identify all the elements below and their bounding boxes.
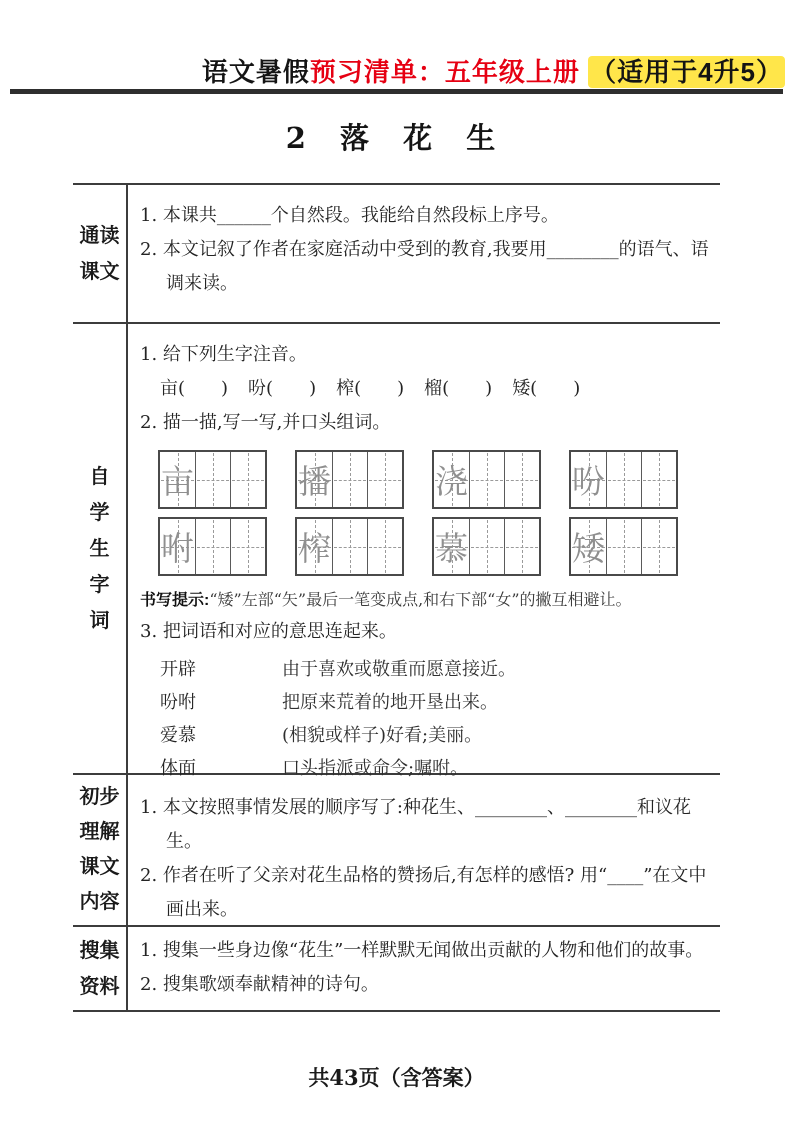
practice-box-row: [158, 450, 714, 509]
writing-tip-text: “矮”左部“矢”最后一笔变成点,和右下部“女”的撇互相避让。: [209, 590, 632, 609]
label-line: 理解: [79, 821, 120, 843]
table-row-self-study-words: [73, 324, 720, 779]
practice-box: [295, 517, 404, 576]
task-item: 2. 本文记叙了作者在家庭活动中受到的教育,我要用________的语气、语调来读。: [140, 239, 709, 294]
pinyin-blank: 榨( ): [336, 378, 405, 399]
practice-box: [432, 450, 541, 509]
match-meaning: 口头指派或命令;嘱咐。: [282, 758, 469, 779]
match-meaning: 由于喜欢或敬重而愿意接近。: [282, 659, 516, 680]
label-line: 词: [89, 609, 110, 632]
label-line: 生: [89, 537, 110, 560]
match-row: [160, 719, 714, 752]
match-meaning: (相貌或样子)好看;美丽。: [282, 725, 483, 746]
practice-cell: [469, 452, 504, 507]
match-row: [160, 686, 714, 719]
practice-box-row: [158, 517, 714, 576]
writing-tip-label: 书写提示:: [140, 592, 210, 609]
trace-character: 矮: [572, 529, 605, 568]
preview-checklist-table: [73, 183, 720, 1012]
label-line: 通读: [79, 224, 120, 247]
match-meaning: 把原来荒着的地开垦出来。: [282, 692, 498, 713]
pinyin-blank: 吩( ): [248, 378, 317, 399]
pinyin-blank: 榴( ): [424, 378, 493, 399]
row-content-self-study-words: [128, 324, 720, 779]
pinyin-blanks-line: [160, 374, 714, 404]
writing-tip: [140, 588, 714, 613]
pinyin-blank: 矮( ): [512, 378, 581, 399]
task-item: 1. 给下列生字注音。: [140, 344, 307, 365]
practice-cell: [641, 452, 676, 507]
label-line: 搜集: [79, 939, 120, 962]
practice-cell: [332, 452, 367, 507]
practice-cell: [641, 519, 676, 574]
header-grade-badge: （适用于4升5）: [590, 57, 783, 87]
match-word: 开辟: [160, 659, 196, 680]
practice-cell: [230, 452, 265, 507]
lesson-title: 2 落 花 生: [285, 121, 508, 155]
trace-character: 榨: [298, 529, 331, 568]
match-word: 吩咐: [160, 692, 196, 713]
row-content-collect-materials: [128, 927, 720, 1010]
practice-box: [569, 450, 678, 509]
trace-character: 慕: [435, 529, 468, 568]
practice-cell: [195, 519, 230, 574]
page-header: [0, 52, 785, 89]
label-line: 学: [89, 501, 110, 524]
task-item: 1. 搜集一些身边像“花生”一样默默无闻做出贡献的人物和他们的故事。: [140, 940, 704, 961]
row-content-initial-understanding: [128, 775, 720, 925]
row-label-self-study-words: [73, 324, 128, 773]
row-label-collect-materials: [73, 927, 128, 1010]
trace-character: 亩: [161, 462, 194, 501]
pinyin-blank: 亩( ): [160, 378, 229, 399]
table-row-initial-understanding: [73, 775, 720, 927]
task-item: 2. 作者在听了父亲对花生品格的赞扬后,有怎样的感悟? 用“____”在文中画出来。: [140, 865, 707, 920]
task-item: 1. 本课共______个自然段。我能给自然段标上序号。: [140, 205, 559, 226]
header-series-title: 预习清单：五年级上册: [309, 57, 580, 87]
match-word: 体面: [160, 758, 196, 779]
row-label-initial-understanding: [73, 775, 128, 925]
practice-cell: [195, 452, 230, 507]
practice-box: [569, 517, 678, 576]
practice-box: [295, 450, 404, 509]
practice-cell: [230, 519, 265, 574]
practice-box: [158, 450, 267, 509]
label-line: 资料: [79, 975, 120, 998]
row-label-read-through: [73, 185, 128, 322]
task-item: 1. 本文按照事情发展的顺序写了:种花生、________、________和议花生。: [140, 797, 691, 852]
header-subject-label: 语文暑假: [201, 57, 310, 87]
header-divider-rule: [10, 89, 783, 94]
label-line: 内容: [79, 891, 120, 913]
task-item: 2. 描一描,写一写,并口头组词。: [140, 412, 391, 433]
word-meaning-match: [160, 653, 714, 785]
label-line: 初步: [79, 786, 120, 808]
practice-cell: [606, 519, 641, 574]
task-item: 3. 把词语和对应的意思连起来。: [140, 621, 397, 642]
trace-character: 咐: [161, 529, 194, 568]
label-line: 自: [89, 465, 110, 488]
row-content-read-through: [128, 185, 720, 322]
practice-cell: [504, 519, 539, 574]
trace-character: 吩: [572, 462, 605, 501]
practice-cell: [469, 519, 504, 574]
table-row-read-through: [73, 185, 720, 324]
practice-box: [158, 517, 267, 576]
practice-cell: [367, 452, 402, 507]
match-row: [160, 653, 714, 686]
label-line: 课文: [79, 856, 120, 878]
practice-cell: [367, 519, 402, 574]
practice-cell: [332, 519, 367, 574]
label-line: 字: [89, 573, 110, 596]
trace-character: 播: [298, 462, 331, 501]
table-row-collect-materials: [73, 927, 720, 1012]
page-footer: 共43页（含答案）: [308, 1065, 485, 1090]
match-word: 爱慕: [160, 725, 196, 746]
practice-box: [432, 517, 541, 576]
practice-cell: [504, 452, 539, 507]
trace-character: 浇: [435, 462, 468, 501]
task-item: 2. 搜集歌颂奉献精神的诗句。: [140, 974, 379, 995]
practice-cell: [606, 452, 641, 507]
label-line: 课文: [79, 260, 120, 283]
